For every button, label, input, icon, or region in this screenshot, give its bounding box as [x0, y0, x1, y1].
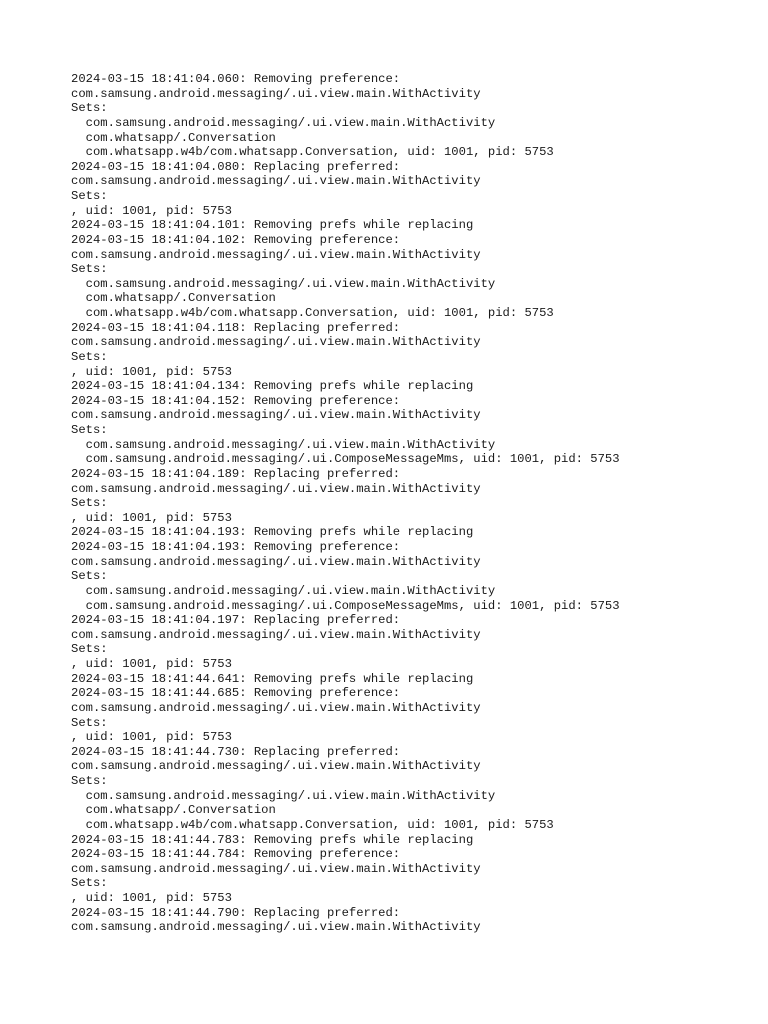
log-line: , uid: 1001, pid: 5753	[71, 510, 232, 525]
log-line: com.whatsapp.w4b/com.whatsapp.Conversation, uid: 1001, pid: 5753	[71, 145, 554, 160]
log-line: Sets:	[71, 262, 108, 277]
log-line: 2024-03-15 18:41:04.118: Replacing preferred:	[71, 320, 401, 335]
log-text-block	[71, 72, 751, 935]
log-line: 2024-03-15 18:41:04.193: Removing preference:	[71, 540, 401, 554]
log-line: , uid: 1001, pid: 5753	[71, 657, 232, 671]
log-line: com.samsung.android.messaging/.ui.view.main.WithActivity	[71, 408, 481, 423]
log-line: Sets:	[71, 423, 108, 437]
log-line: 2024-03-15 18:41:04.101: Removing prefs while replacing	[71, 218, 474, 233]
log-line: Sets:	[71, 189, 108, 203]
log-line: Sets:	[71, 349, 108, 364]
log-line: , uid: 1001, pid: 5753	[71, 203, 232, 218]
log-line: com.whatsapp/.Conversation	[71, 130, 276, 145]
log-line: , uid: 1001, pid: 5753	[71, 730, 232, 745]
log-line: com.samsung.android.messaging/.ui.view.main.WithActivity	[71, 174, 481, 189]
log-line: , uid: 1001, pid: 5753	[71, 364, 232, 379]
log-line: com.whatsapp/.Conversation	[71, 803, 276, 818]
log-line: 2024-03-15 18:41:04.080: Replacing preferred:	[71, 159, 401, 174]
log-line: Sets:	[71, 569, 108, 584]
log-line: com.samsung.android.messaging/.ui.view.main.WithActivity	[71, 627, 481, 642]
log-line: 2024-03-15 18:41:04.060: Removing preference:	[71, 72, 401, 86]
log-line: 2024-03-15 18:41:04.189: Replacing preferred:	[71, 466, 401, 481]
log-line: com.samsung.android.messaging/.ui.view.main.WithActivity	[71, 247, 481, 262]
log-line: com.samsung.android.messaging/.ui.view.main.WithActivity	[71, 86, 481, 101]
log-line: Sets:	[71, 101, 108, 116]
log-line: 2024-03-15 18:41:44.730: Replacing preferred:	[71, 744, 401, 759]
log-line: com.samsung.android.messaging/.ui.view.main.WithActivity	[71, 554, 481, 569]
log-line: Sets:	[71, 715, 108, 730]
log-line: 2024-03-15 18:41:04.152: Removing preference:	[71, 393, 401, 408]
log-line: 2024-03-15 18:41:04.197: Replacing preferred:	[71, 613, 401, 628]
log-line: com.samsung.android.messaging/.ui.view.main.WithActivity	[71, 437, 496, 452]
log-line: Sets:	[71, 774, 108, 788]
log-line: 2024-03-15 18:41:44.685: Removing preference:	[71, 686, 401, 701]
log-line: com.samsung.android.messaging/.ui.view.main.WithActivity	[71, 115, 496, 130]
log-line: com.whatsapp.w4b/com.whatsapp.Conversation, uid: 1001, pid: 5753	[71, 817, 554, 832]
log-line: com.samsung.android.messaging/.ui.view.main.WithActivity	[71, 700, 481, 715]
log-line: , uid: 1001, pid: 5753	[71, 891, 232, 905]
log-line: 2024-03-15 18:41:44.783: Removing prefs while replacing	[71, 832, 474, 847]
log-line: com.samsung.android.messaging/.ui.view.main.WithActivity	[71, 583, 496, 598]
log-line: com.whatsapp/.Conversation	[71, 291, 276, 306]
log-line: Sets:	[71, 642, 108, 657]
log-line: 2024-03-15 18:41:44.784: Removing preference:	[71, 847, 401, 862]
log-line: com.samsung.android.messaging/.ui.ComposeMessageMms, uid: 1001, pid: 5753	[71, 598, 620, 613]
log-line: com.samsung.android.messaging/.ui.view.main.WithActivity	[71, 788, 496, 803]
log-line: com.samsung.android.messaging/.ui.view.main.WithActivity	[71, 481, 481, 496]
log-line: Sets:	[71, 496, 108, 511]
log-line: 2024-03-15 18:41:04.193: Removing prefs while replacing	[71, 525, 474, 540]
log-line: com.whatsapp.w4b/com.whatsapp.Conversation, uid: 1001, pid: 5753	[71, 306, 554, 320]
log-line: com.samsung.android.messaging/.ui.ComposeMessageMms, uid: 1001, pid: 5753	[71, 452, 620, 467]
log-line: 2024-03-15 18:41:44.790: Replacing preferred:	[71, 905, 401, 920]
log-line: 2024-03-15 18:41:04.102: Removing preference:	[71, 232, 401, 247]
log-line: com.samsung.android.messaging/.ui.view.main.WithActivity	[71, 759, 481, 774]
log-line: com.samsung.android.messaging/.ui.view.main.WithActivity	[71, 335, 481, 350]
log-line: Sets:	[71, 876, 108, 891]
log-line: 2024-03-15 18:41:04.134: Removing prefs while replacing	[71, 379, 474, 394]
log-line: com.samsung.android.messaging/.ui.view.main.WithActivity	[71, 920, 481, 935]
log-line: com.samsung.android.messaging/.ui.view.main.WithActivity	[71, 861, 481, 876]
log-line: 2024-03-15 18:41:44.641: Removing prefs while replacing	[71, 671, 474, 686]
log-line: com.samsung.android.messaging/.ui.view.main.WithActivity	[71, 276, 496, 291]
